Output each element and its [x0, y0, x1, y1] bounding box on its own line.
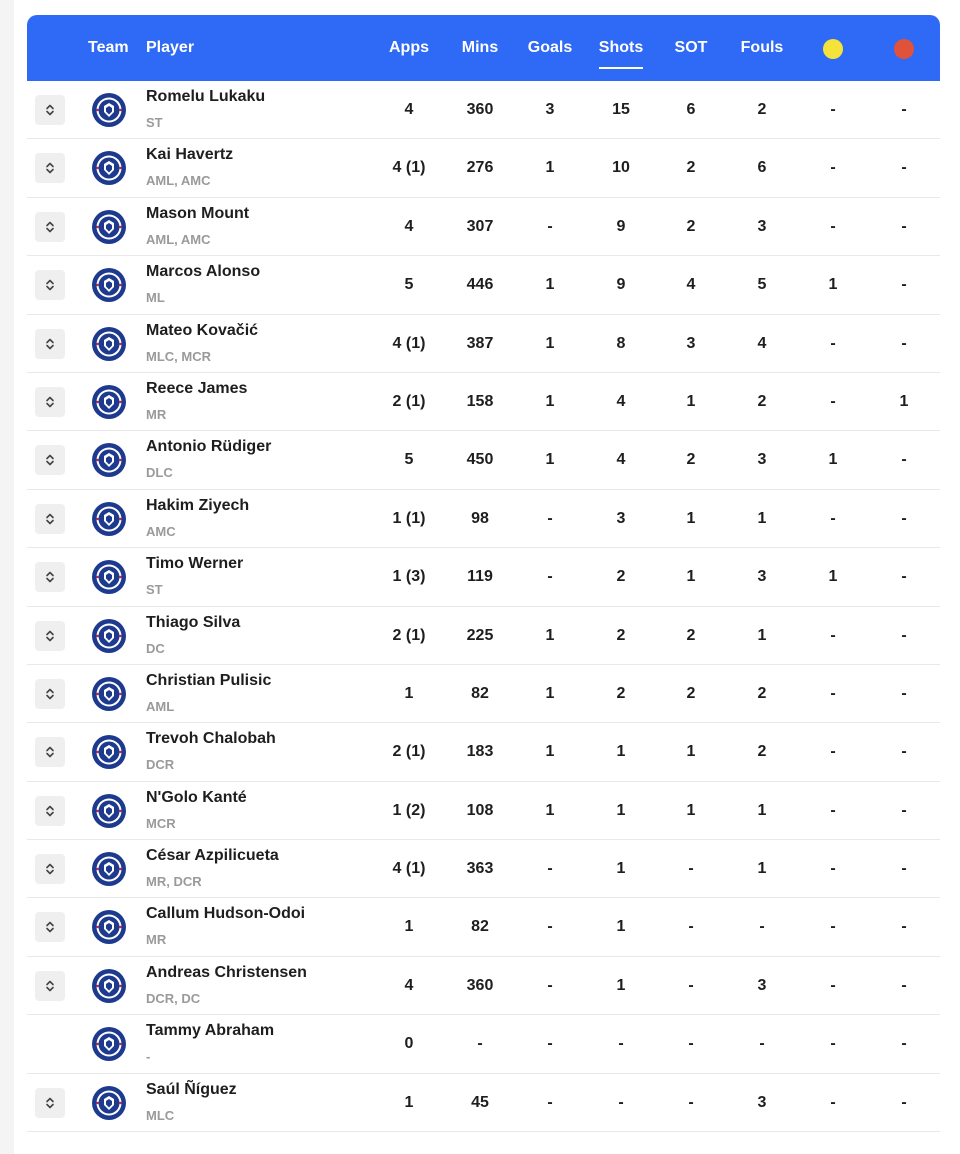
header-team[interactable]: Team	[88, 39, 129, 56]
cell-apps: 1	[404, 918, 414, 936]
player-positions: MLC, MCR	[146, 348, 211, 364]
cell-goals: -	[547, 860, 553, 878]
cell-fouls: 3	[757, 217, 767, 235]
cell-shots: -	[618, 1035, 624, 1053]
player-positions: AML	[146, 698, 175, 714]
cell-shots: 8	[616, 334, 626, 352]
chevron-updown-icon	[44, 920, 56, 934]
cell-fouls: 1	[757, 860, 767, 878]
cell-fouls: 6	[757, 159, 767, 177]
cell-mins: 446	[466, 276, 494, 294]
player-positions: AML, AMC	[146, 231, 211, 247]
cell-red-cards: -	[901, 1093, 907, 1111]
player-positions: MR	[146, 932, 167, 948]
cell-sot: 2	[686, 451, 696, 469]
cell-sot: 1	[686, 392, 696, 410]
cell-goals: 3	[545, 101, 555, 118]
team-crest-icon	[91, 384, 127, 420]
chevron-updown-icon	[44, 570, 56, 584]
red-card-icon[interactable]	[894, 39, 914, 59]
table-row	[27, 723, 940, 781]
cell-fouls: 2	[757, 684, 767, 702]
player-positions: DCR	[146, 757, 175, 773]
cell-apps: 4 (1)	[392, 334, 426, 352]
cell-yellow-cards: -	[830, 684, 836, 702]
cell-shots: 2	[616, 626, 626, 644]
cell-sot: -	[688, 976, 694, 994]
cell-goals: -	[547, 1093, 553, 1111]
cell-mins: 98	[471, 509, 489, 527]
cell-goals: 1	[545, 276, 555, 294]
cell-fouls: 2	[757, 392, 767, 410]
team-crest-icon	[91, 734, 127, 770]
cell-apps: 1 (3)	[392, 568, 426, 586]
cell-goals: 1	[545, 451, 555, 469]
player-name[interactable]: Marcos Alonso	[146, 263, 261, 281]
header-goals[interactable]: Goals	[527, 39, 573, 56]
cell-mins: 360	[466, 101, 494, 118]
cell-apps: 4	[404, 976, 414, 994]
cell-goals: -	[547, 918, 553, 936]
chevron-updown-icon	[44, 161, 56, 175]
cell-yellow-cards: 1	[828, 276, 838, 294]
player-name[interactable]: Callum Hudson-Odoi	[146, 905, 306, 923]
cell-fouls: 3	[757, 451, 767, 469]
cell-mins: 276	[466, 159, 494, 177]
cell-goals: 1	[545, 626, 555, 644]
cell-yellow-cards: -	[830, 976, 836, 994]
player-name[interactable]: Timo Werner	[146, 555, 244, 573]
cell-red-cards: -	[901, 976, 907, 994]
cell-sot: 4	[686, 276, 696, 294]
cell-yellow-cards: -	[830, 1093, 836, 1111]
cell-sot: -	[688, 860, 694, 878]
cell-shots: 1	[616, 976, 626, 994]
cell-shots: 1	[616, 860, 626, 878]
player-positions: MR	[146, 406, 167, 422]
cell-goals: 1	[545, 392, 555, 410]
cell-apps: 2 (1)	[392, 743, 426, 761]
cell-yellow-cards: 1	[828, 451, 838, 469]
cell-red-cards: -	[901, 509, 907, 527]
cell-goals: -	[547, 1035, 553, 1053]
chevron-updown-icon	[44, 1096, 56, 1110]
chevron-updown-icon	[44, 395, 56, 409]
cell-goals: 1	[545, 801, 555, 819]
cell-mins: 307	[466, 217, 494, 235]
cell-shots: 10	[612, 159, 630, 177]
player-name[interactable]: César Azpilicueta	[146, 847, 279, 865]
cell-sot: -	[688, 918, 694, 936]
expand-toggle-button[interactable]	[35, 796, 65, 826]
cell-apps: 4 (1)	[392, 159, 426, 177]
cell-yellow-cards: -	[830, 392, 836, 410]
player-name[interactable]: Andreas Christensen	[146, 963, 307, 981]
cell-mins: 119	[467, 568, 493, 586]
cell-yellow-cards: -	[830, 509, 836, 527]
player-name[interactable]: Saúl Ñíguez	[146, 1080, 237, 1098]
expand-toggle-button[interactable]	[35, 679, 65, 709]
chevron-updown-icon	[44, 337, 56, 351]
cell-apps: 4 (1)	[392, 860, 426, 878]
cell-sot: 1	[686, 801, 696, 819]
team-crest-icon	[91, 968, 127, 1004]
cell-yellow-cards: -	[830, 918, 836, 936]
cell-fouls: 3	[757, 1093, 767, 1111]
cell-yellow-cards: -	[830, 159, 836, 177]
cell-apps: 1	[404, 1093, 414, 1111]
cell-mins: 360	[466, 976, 494, 994]
cell-fouls: -	[759, 918, 765, 936]
table-row	[27, 957, 940, 1015]
player-positions: MLC	[146, 1107, 175, 1123]
player-stats-table	[27, 15, 940, 1132]
cell-red-cards: -	[901, 918, 907, 936]
cell-fouls: 1	[757, 626, 767, 644]
player-name[interactable]: Tammy Abraham	[146, 1022, 275, 1040]
table-row	[27, 1015, 940, 1073]
cell-red-cards: -	[901, 1035, 907, 1053]
cell-red-cards: -	[901, 860, 907, 878]
chevron-updown-icon	[44, 862, 56, 876]
table-row	[27, 81, 940, 139]
cell-sot: 1	[686, 509, 696, 527]
player-name[interactable]: Romelu Lukaku	[146, 88, 266, 105]
cell-apps: 1 (2)	[392, 801, 426, 819]
cell-red-cards: -	[901, 684, 907, 702]
player-positions: AML, AMC	[146, 173, 211, 189]
cell-shots: -	[618, 1093, 624, 1111]
cell-sot: 3	[686, 334, 696, 352]
team-crest-icon	[91, 851, 127, 887]
team-crest-icon	[91, 209, 127, 245]
cell-yellow-cards: -	[830, 860, 836, 878]
cell-fouls: 3	[757, 568, 767, 586]
yellow-card-icon[interactable]	[823, 39, 843, 59]
cell-apps: 5	[404, 451, 414, 469]
team-crest-icon	[91, 326, 127, 362]
table-body	[27, 81, 940, 1132]
player-positions: ST	[146, 582, 163, 598]
chevron-updown-icon	[44, 512, 56, 526]
chevron-updown-icon	[44, 804, 56, 818]
expand-toggle-button[interactable]	[35, 562, 65, 592]
cell-sot: -	[688, 1035, 694, 1053]
cell-shots: 9	[616, 276, 626, 294]
expand-toggle-button[interactable]	[35, 912, 65, 942]
cell-sot: -	[688, 1093, 694, 1111]
player-name[interactable]: Reece James	[146, 379, 248, 397]
table-row	[27, 490, 940, 548]
cell-red-cards: -	[901, 217, 907, 235]
cell-red-cards: -	[901, 276, 907, 294]
expand-toggle-button[interactable]	[35, 270, 65, 300]
player-positions: DCR, DC	[146, 990, 201, 1006]
cell-apps: 1	[404, 684, 414, 702]
player-positions: MCR	[146, 815, 176, 831]
chevron-updown-icon	[44, 453, 56, 467]
team-crest-icon	[91, 1026, 127, 1062]
table-row	[27, 898, 940, 956]
chevron-updown-icon	[44, 979, 56, 993]
player-positions: ST	[146, 115, 163, 130]
cell-mins: 387	[466, 334, 494, 352]
table-row	[27, 665, 940, 723]
player-positions: DLC	[146, 465, 173, 481]
cell-shots: 4	[616, 392, 626, 410]
expand-toggle-button[interactable]	[35, 329, 65, 359]
table-row	[27, 373, 940, 431]
cell-fouls: 2	[757, 743, 767, 761]
cell-yellow-cards: -	[830, 1035, 836, 1053]
table-row	[27, 431, 940, 489]
table-row	[27, 139, 940, 197]
cell-mins: 82	[471, 684, 489, 702]
team-crest-icon	[91, 92, 127, 128]
cell-red-cards: -	[901, 334, 907, 352]
cell-yellow-cards: -	[830, 101, 836, 118]
cell-yellow-cards: -	[830, 626, 836, 644]
player-name[interactable]: Christian Pulisic	[146, 671, 272, 689]
player-positions: DC	[146, 640, 165, 656]
player-positions: MR, DCR	[146, 874, 202, 890]
cell-red-cards: -	[901, 743, 907, 761]
cell-apps: 2 (1)	[392, 626, 426, 644]
cell-yellow-cards: 1	[828, 568, 838, 586]
expand-toggle-button[interactable]	[35, 387, 65, 417]
cell-shots: 1	[616, 918, 626, 936]
table-row	[27, 782, 940, 840]
team-crest-icon	[91, 1085, 127, 1121]
cell-yellow-cards: -	[830, 743, 836, 761]
team-crest-icon	[91, 793, 127, 829]
cell-apps: 5	[404, 276, 414, 294]
player-name[interactable]: Mateo Kovačić	[146, 321, 259, 339]
cell-goals: -	[547, 217, 553, 235]
team-crest-icon	[91, 909, 127, 945]
active-sort-indicator	[599, 67, 643, 69]
player-name[interactable]: Trevoh Chalobah	[146, 730, 276, 748]
cell-goals: -	[547, 509, 553, 527]
team-crest-icon	[91, 501, 127, 537]
cell-goals: 1	[545, 684, 555, 702]
team-crest-icon	[91, 442, 127, 478]
cell-shots: 2	[616, 684, 626, 702]
player-name[interactable]: Hakim Ziyech	[146, 496, 250, 514]
team-crest-icon	[91, 267, 127, 303]
cell-apps: 0	[404, 1035, 414, 1053]
cell-red-cards: -	[901, 801, 907, 819]
expand-toggle-button[interactable]	[35, 504, 65, 534]
cell-fouls: 3	[757, 976, 767, 994]
chevron-updown-icon	[44, 629, 56, 643]
cell-fouls: 5	[757, 276, 767, 294]
player-name[interactable]: Mason Mount	[146, 204, 250, 222]
header-sot[interactable]: SOT	[674, 39, 708, 56]
expand-toggle-button[interactable]	[35, 1088, 65, 1118]
table-header	[27, 15, 940, 81]
cell-mins: 363	[466, 860, 494, 878]
cell-sot: 1	[686, 743, 696, 761]
table-row	[27, 315, 940, 373]
expand-toggle-button[interactable]	[35, 854, 65, 884]
expand-toggle-button[interactable]	[35, 153, 65, 183]
player-positions: ML	[146, 290, 165, 306]
chevron-updown-icon	[44, 103, 56, 117]
cell-red-cards: -	[901, 451, 907, 469]
table-row	[27, 256, 940, 314]
cell-red-cards: -	[901, 626, 907, 644]
cell-mins: 225	[466, 626, 494, 644]
cell-goals: 1	[545, 743, 555, 761]
cell-mins: 450	[466, 451, 494, 469]
expand-toggle-button[interactable]	[35, 445, 65, 475]
cell-shots: 15	[612, 101, 630, 118]
cell-shots: 3	[616, 509, 626, 527]
expand-toggle-button[interactable]	[35, 737, 65, 767]
cell-apps: 4	[404, 217, 414, 235]
cell-fouls: -	[759, 1035, 765, 1053]
chevron-updown-icon	[44, 687, 56, 701]
cell-goals: 1	[545, 334, 555, 352]
cell-yellow-cards: -	[830, 334, 836, 352]
player-name[interactable]: Kai Havertz	[146, 146, 234, 164]
cell-fouls: 1	[757, 801, 767, 819]
cell-shots: 1	[616, 743, 626, 761]
cell-apps: 2 (1)	[392, 392, 426, 410]
header-apps[interactable]: Apps	[389, 39, 429, 56]
cell-fouls: 2	[757, 101, 767, 118]
team-crest-icon	[91, 559, 127, 595]
cell-sot: 2	[686, 159, 696, 177]
cell-mins: 45	[471, 1093, 489, 1111]
cell-mins: 158	[466, 392, 494, 410]
chevron-updown-icon	[44, 745, 56, 759]
cell-fouls: 1	[757, 509, 767, 527]
cell-mins: 183	[466, 743, 494, 761]
team-crest-icon	[91, 618, 127, 654]
cell-goals: -	[547, 568, 553, 586]
cell-sot: 1	[686, 568, 696, 586]
chevron-updown-icon	[44, 220, 56, 234]
cell-red-cards: -	[901, 159, 907, 177]
player-positions: -	[146, 1049, 151, 1065]
cell-apps: 4	[404, 101, 414, 118]
cell-yellow-cards: -	[830, 217, 836, 235]
table-row	[27, 198, 940, 256]
header-mins[interactable]: Mins	[461, 39, 499, 56]
table-row	[27, 840, 940, 898]
cell-goals: 1	[545, 159, 555, 177]
player-name[interactable]: Antonio Rüdiger	[146, 438, 272, 456]
expand-toggle-button[interactable]	[35, 971, 65, 1001]
cell-red-cards: -	[901, 101, 907, 118]
cell-yellow-cards: -	[830, 801, 836, 819]
header-fouls[interactable]: Fouls	[740, 39, 784, 56]
cell-sot: 6	[686, 101, 696, 118]
expand-toggle-button[interactable]	[35, 212, 65, 242]
cell-shots: 4	[616, 451, 626, 469]
expand-toggle-button[interactable]	[35, 95, 65, 125]
player-positions: AMC	[146, 523, 176, 539]
cell-shots: 1	[616, 801, 626, 819]
cell-sot: 2	[686, 626, 696, 644]
cell-goals: -	[547, 976, 553, 994]
cell-shots: 9	[616, 217, 626, 235]
expand-toggle-button[interactable]	[35, 621, 65, 651]
header-player[interactable]: Player	[146, 39, 195, 56]
cell-sot: 2	[686, 684, 696, 702]
cell-mins: 82	[471, 918, 489, 936]
cell-mins: 108	[466, 801, 494, 819]
team-crest-icon	[91, 676, 127, 712]
table-row	[27, 1074, 940, 1132]
player-name[interactable]: Thiago Silva	[146, 613, 241, 631]
chevron-updown-icon	[44, 278, 56, 292]
cell-mins: -	[477, 1035, 483, 1053]
cell-red-cards: 1	[899, 392, 909, 410]
player-name[interactable]: N'Golo Kanté	[146, 788, 247, 806]
cell-red-cards: -	[901, 568, 907, 586]
table-row	[27, 548, 940, 606]
cell-sot: 2	[686, 217, 696, 235]
table-row	[27, 607, 940, 665]
team-crest-icon	[91, 150, 127, 186]
cell-apps: 1 (1)	[392, 509, 426, 527]
cell-fouls: 4	[757, 334, 767, 352]
header-shots[interactable]: Shots	[598, 39, 644, 56]
cell-shots: 2	[616, 568, 626, 586]
